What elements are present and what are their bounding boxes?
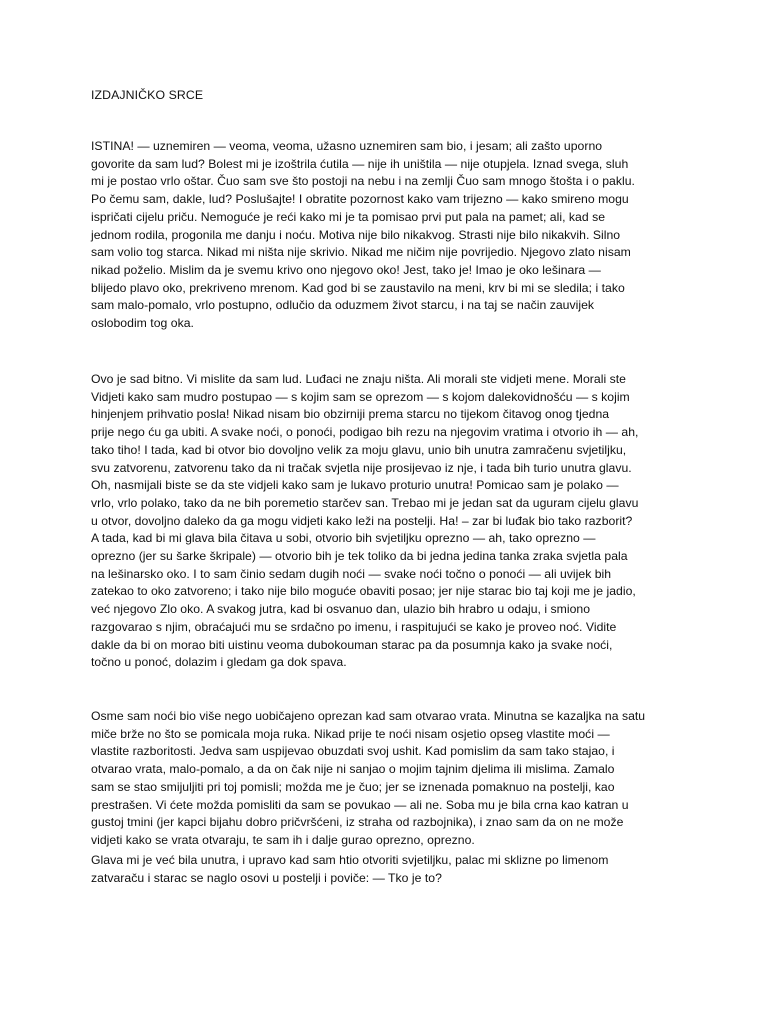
- text-line: ispričati cijelu priču. Nemoguće je reći kako mi je ta pomisao prvi put pala na pamet; ali, kad se: [91, 209, 606, 224]
- text-line: u otvor, dovoljno daleko da ga mogu vidjeti kako leži na postelji. Ha! – zar bi luđak bio tako razborit?: [91, 513, 633, 528]
- text-line: prestrašen. Vi ćete možda pomisliti da sam se povukao — ali ne. Soba mu je bila crna kao katran u: [91, 797, 629, 812]
- text-line: sam se stao smijuljiti pri toj pomisli; možda me je čuo; jer se iznenada pomaknuo na postelji, kao: [91, 779, 615, 794]
- text-line: Vidjeti kako sam mudro postupao — s kojim sam se oprezom — s kojom dalekovidnošću — s kojim: [91, 389, 630, 404]
- text-line: jednom rodila, progonila me danju i noću. Motiva nije bilo nikakvog. Strasti nije bilo nikakvih. Silno: [91, 227, 621, 242]
- text-line: govorite da sam lud? Bolest mi je izoštrila ćutila — nije ih uništila — nije otupjela. Iznad svega, sluh: [91, 156, 629, 171]
- text-line: blijedo plavo oko, prekriveno mrenom. Kad god bi se zaustavilo na meni, krv bi mi se sledila; i tako: [91, 280, 625, 295]
- text-line: oslobodim tog oka.: [91, 316, 194, 331]
- text-line: tako tiho! I tada, kad bi otvor bio dovoljno velik za moju glavu, unio bih unutra zamračenu svjetiljku,: [91, 442, 627, 457]
- text-line: razgovarao s njim, obraćajući mu se srdačno po imenu, i raspitujući se kako je proveo noć. Vidite: [91, 619, 617, 634]
- text-line: hinjenjem prihvatio posla! Nikad nisam bio obzirniji prema starcu no tijekom čitavog onog tjedna: [91, 407, 610, 422]
- paragraph-1: [91, 138, 691, 333]
- text-line: Po čemu sam, dakle, lud? Poslušajte! I obratite pozornost kako vam trijezno — kako smireno mogu: [91, 192, 629, 207]
- text-line: zatekao to oko zatvoreno; i tako nije bilo moguće obaviti posao; jer nije starac bio taj koji me je jadio,: [91, 584, 636, 599]
- text-line: gustoj tmini (jer kapci bijahu dobro pričvršćeni, iz straha od razbojnika), i znao sam da on ne može: [91, 815, 624, 830]
- text-line: vlastite razboritosti. Jedva sam uspijevao obuzdati svoj ushit. Kad pomislim da sam tako stajao, i: [91, 744, 615, 759]
- text-line: oprezno (jer su šarke škripale) — otvorio bih je tek toliko da bi jedna jedina tanka zraka svjetla pala: [91, 549, 628, 564]
- text-line: Osme sam noći bio više nego uobičajeno oprezan kad sam otvarao vrata. Minutna se kazaljka na satu: [91, 709, 646, 723]
- text-line: prije nego ću ga ubiti. A svake noći, o ponoći, podigao bih rezu na njegovim vratima i otvorio ih — ah,: [91, 425, 639, 440]
- text-line: sam malo-pomalo, vrlo postupno, odlučio da oduzmem život starcu, i na taj se način zauvijek: [91, 298, 595, 313]
- text-line: vidjeti kako se vrata otvaraju, te sam ih i dalje gurao oprezno, oprezno.: [91, 832, 475, 847]
- text-line: Glava mi je već bila unutra, i upravo kad sam htio otvoriti svjetiljku, palac mi sklizne po limenom: [91, 853, 609, 867]
- text-line: sam volio tog starca. Nikad mi ništa nije skrivio. Nikad me ničim nije povrijedio. Njegovo zlato nisam: [91, 245, 631, 260]
- text-line: mi je postao vrlo oštar. Čuo sam sve što postoji na nebu i na zemlji Čuo sam mnogo štošta i o paklu.: [91, 174, 635, 189]
- text-line: miče brže no što se pomicala moja ruka. Nikad prije te noći nisam osjetio opseg vlastite moći —: [91, 726, 610, 741]
- paragraph-4: [91, 852, 691, 887]
- text-line: Oh, nasmijali biste se da ste vidjeli kako sam je lukavo proturio unutra! Pomicao sam je polako —: [91, 478, 619, 493]
- text-line: na lešinarsko oko. I to sam činio sedam dugih noći — svake noći točno o ponoći — ali uvijek bih: [91, 566, 612, 581]
- text-line: otvarao vrata, malo-pomalo, a da on čak nije ni sanjao o mojim tajnim djelima ili mislima. Zamalo: [91, 762, 615, 777]
- paragraph-3: [91, 708, 691, 850]
- text-line: ISTINA! — uznemiren — veoma, veoma, užasno uznemiren sam bio, i jesam; ali zašto uporno: [91, 139, 603, 153]
- text-line: dakle da bi on morao biti uistinu veoma dubokouman starac pa da posumnja kako ja svake noći,: [91, 637, 613, 652]
- paragraph-2: [91, 371, 691, 672]
- text-line: vrlo, vrlo polako, tako da ne bih poremetio starčev san. Trebao mi je jedan sat da uguram cijelu glavu: [91, 495, 639, 510]
- text-line: zatvaraču i starac se naglo osovi u postelji i poviče: — Tko je to?: [91, 870, 442, 885]
- text-line: nikad poželio. Mislim da je svemu krivo ono njegovo oko! Jest, tako je! Imao je oko lešinara —: [91, 262, 601, 277]
- document-title: IZDAJNIČKO SRCE: [91, 88, 204, 102]
- text-line: Ovo je sad bitno. Vi mislite da sam lud. Luđaci ne znaju ništa. Ali morali ste vidjeti mene. Morali ste: [91, 372, 626, 386]
- text-line: svu zatvorenu, zatvorenu tako da ni tračak svjetla nije prosijevao iz nje, i tada bih turio unutra glavu.: [91, 460, 632, 475]
- text-line: točno u ponoć, dolazim i gledam ga dok spava.: [91, 655, 347, 670]
- text-line: već njegovo Zlo oko. A svakog jutra, kad bi osvanuo dan, ulazio bih hrabro u odaju, i smiono: [91, 602, 591, 617]
- text-line: A tada, kad bi mi glava bila čitava u sobi, otvorio bih svjetiljku oprezno — ah, tako oprezno —: [91, 531, 596, 546]
